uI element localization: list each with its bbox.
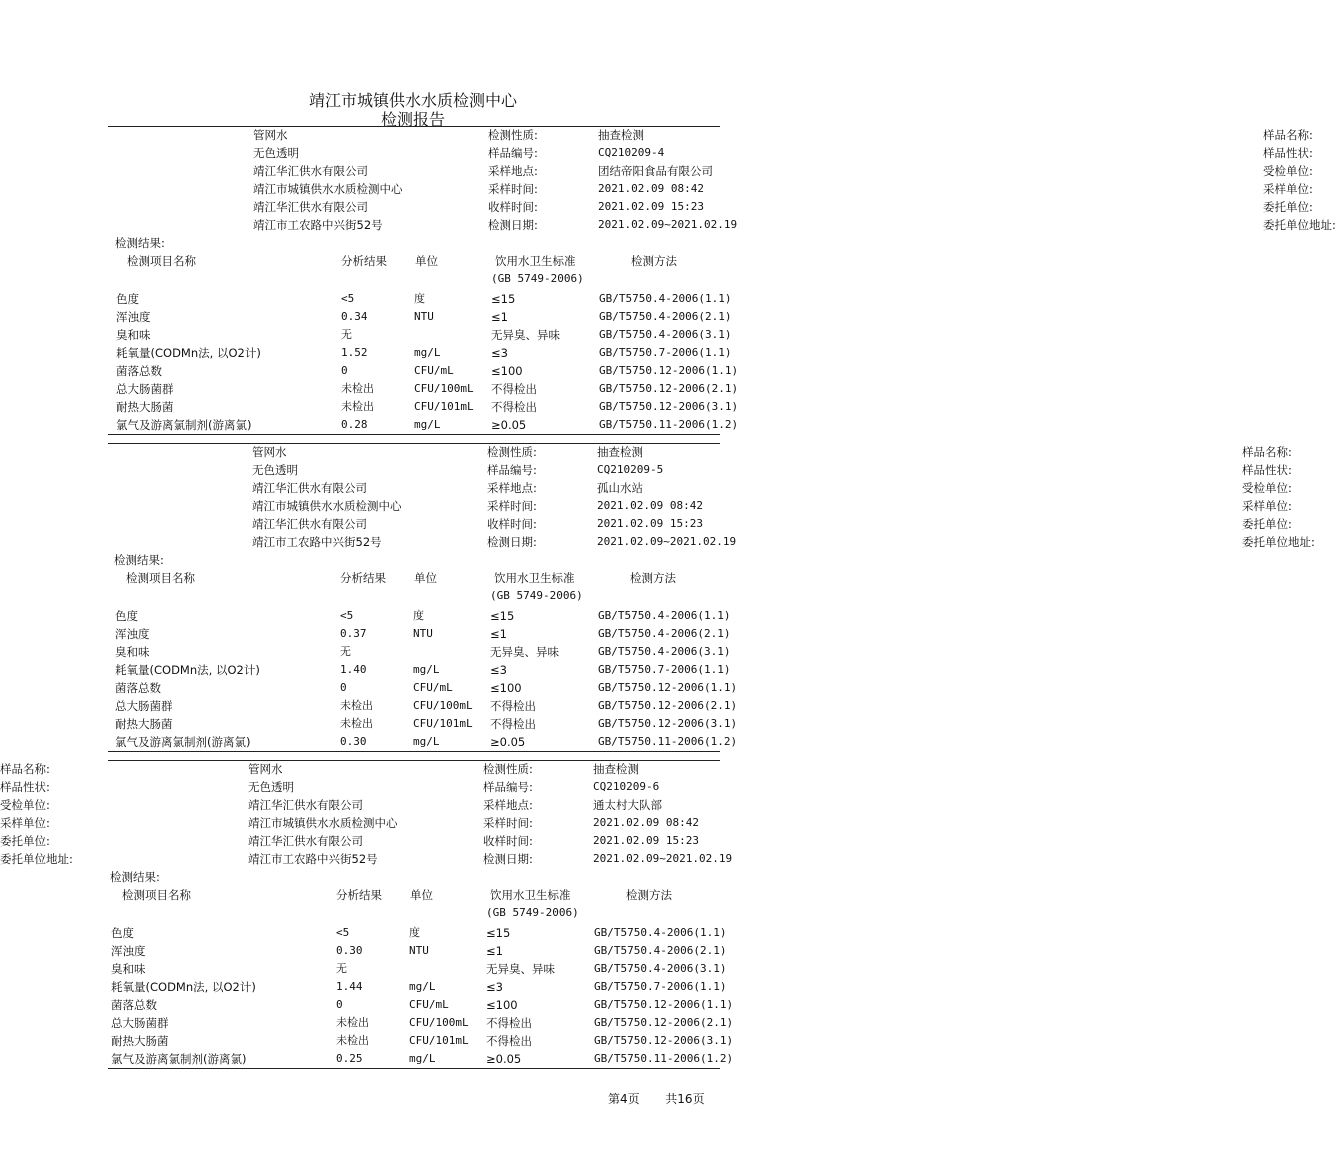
info-value: 2021.02.09~2021.02.19 [593,852,733,865]
row-item: 氯气及游离氯制剂(游离氯) [115,735,251,749]
header-method: 检测方法 [626,888,672,902]
info-value: 2021.02.09 15:23 [598,200,704,213]
row-standard: 不得检出 [491,382,537,396]
report-title: 靖江市城镇供水水质检测中心 [308,91,517,110]
info-value: 2021.02.09 15:23 [597,517,703,530]
header-unit: 单位 [410,888,433,902]
info-value: 靖江市工农路中兴街52号 [253,218,383,232]
row-unit: CFU/100mL [413,699,473,712]
info-label: 受检单位: [0,798,50,812]
row-method: GB/T5750.4-2006(2.1) [598,627,731,640]
row-standard: ≥0.05 [486,1052,522,1066]
row-result: 1.40 [340,663,367,676]
info-value: 靖江市城镇供水水质检测中心 [253,182,403,196]
row-result: 0 [336,998,343,1011]
results-label: 检测结果: [114,553,164,567]
row-item: 耗氧量(CODMn法, 以O2计) [116,346,261,360]
info-label: 样品性状: [0,780,50,794]
header-unit: 单位 [415,254,438,268]
info-value: CQ210209-6 [593,780,660,793]
row-method: GB/T5750.12-2006(1.1) [599,364,739,377]
info-value: 2021.02.09~2021.02.19 [598,218,738,231]
info-value: 管网水 [252,445,287,459]
row-method: GB/T5750.4-2006(2.1) [599,310,732,323]
row-result: 未检出 [340,699,373,712]
report-subtitle: 检测报告 [380,110,445,129]
row-item: 臭和味 [111,962,146,976]
row-unit: NTU [414,310,434,323]
row-result: 0.25 [336,1052,363,1065]
info-label: 采样单位: [0,816,50,830]
row-method: GB/T5750.4-2006(1.1) [598,609,731,622]
row-item: 色度 [115,609,138,623]
info-label: 检测性质: [487,445,537,459]
row-standard: ≤15 [486,926,511,940]
row-result: 0 [341,364,348,377]
row-standard: ≤1 [491,310,508,324]
row-item: 耐热大肠菌 [111,1034,169,1048]
header-standard: 饮用水卫生标准 [490,888,571,902]
info-value: 2021.02.09 15:23 [593,834,699,847]
section-top-rule [108,760,720,761]
info-value: 抽查检测 [598,128,644,142]
row-standard: ≤100 [491,364,523,378]
info-label: 采样地点: [487,481,537,495]
row-method: GB/T5750.4-2006(1.1) [599,292,732,305]
info-value: 靖江华汇供水有限公司 [252,517,367,531]
row-method: GB/T5750.11-2006(1.2) [594,1052,734,1065]
info-label: 委托单位: [0,834,50,848]
row-standard: ≤15 [490,609,515,623]
row-item: 耐热大肠菌 [116,400,174,414]
info-value: 团结帝阳食品有限公司 [598,164,713,178]
row-item: 总大肠菌群 [115,699,173,713]
info-label: 检测性质: [488,128,538,142]
info-value: 靖江华汇供水有限公司 [248,798,363,812]
section-bottom-rule [108,1068,720,1069]
info-label: 收样时间: [483,834,533,848]
row-method: GB/T5750.12-2006(2.1) [599,382,739,395]
row-standard: 无异臭、异味 [486,962,555,976]
info-label: 委托单位: [1242,517,1292,531]
row-item: 色度 [111,926,134,940]
info-value: 管网水 [253,128,288,142]
info-label: 采样单位: [1242,499,1292,513]
row-item: 氯气及游离氯制剂(游离氯) [116,418,252,432]
header-result: 分析结果 [341,254,387,268]
info-value: 抽查检测 [593,762,639,776]
row-result: 0.30 [336,944,363,957]
info-label: 采样地点: [483,798,533,812]
info-value: 靖江市城镇供水水质检测中心 [248,816,398,830]
results-label: 检测结果: [115,236,165,250]
row-item: 耗氧量(CODMn法, 以O2计) [111,980,256,994]
header-standard-ref: (GB 5749-2006) [486,906,579,919]
info-value: 孤山水站 [597,481,643,495]
row-unit: mg/L [409,980,436,993]
info-value: CQ210209-4 [598,146,665,159]
row-unit: mg/L [413,663,440,676]
info-label: 采样单位: [1263,182,1313,196]
info-label: 检测日期: [487,535,537,549]
row-unit: mg/L [413,735,440,748]
row-standard: ≥0.05 [490,735,526,749]
row-unit: CFU/mL [409,998,449,1011]
row-method: GB/T5750.4-2006(3.1) [594,962,727,975]
row-item: 菌落总数 [111,998,157,1012]
row-unit: CFU/mL [414,364,454,377]
row-unit: 度 [409,926,420,939]
results-label: 检测结果: [110,870,160,884]
info-value: 2021.02.09~2021.02.19 [597,535,737,548]
row-standard: 不得检出 [491,400,537,414]
section-bottom-rule [108,751,720,752]
row-method: GB/T5750.12-2006(2.1) [594,1016,734,1029]
row-standard: ≤3 [490,663,507,677]
row-item: 菌落总数 [115,681,161,695]
info-label: 样品名称: [1263,128,1313,142]
header-result: 分析结果 [336,888,382,902]
row-method: GB/T5750.11-2006(1.2) [598,735,738,748]
row-result: <5 [340,609,354,622]
row-unit: CFU/101mL [409,1034,469,1047]
page-number: 第4页 [608,1092,640,1106]
info-label: 检测日期: [488,218,538,232]
header-method: 检测方法 [630,571,676,585]
row-result: <5 [336,926,350,939]
info-label: 委托单位: [1263,200,1313,214]
row-standard: 无异臭、异味 [491,328,560,342]
row-method: GB/T5750.4-2006(3.1) [598,645,731,658]
section-bottom-rule [108,434,720,435]
page-total: 共16页 [665,1092,705,1106]
info-value: CQ210209-5 [597,463,664,476]
info-label: 样品编号: [483,780,533,794]
info-value: 通太村大队部 [593,798,662,812]
info-value: 靖江华汇供水有限公司 [253,200,368,214]
row-unit: 度 [414,292,425,305]
info-label: 采样时间: [487,499,537,513]
info-label: 样品名称: [1242,445,1292,459]
row-result: 无 [341,328,352,341]
info-label: 委托单位地址: [0,852,73,866]
row-result: 未检出 [341,382,374,395]
row-method: GB/T5750.12-2006(3.1) [599,400,739,413]
info-label: 采样时间: [483,816,533,830]
row-result: 0 [340,681,347,694]
info-value: 2021.02.09 08:42 [593,816,699,829]
page-footer [608,1090,705,1107]
info-label: 采样时间: [488,182,538,196]
row-standard: ≤15 [491,292,516,306]
info-label: 采样地点: [488,164,538,178]
row-unit: CFU/100mL [409,1016,469,1029]
row-method: GB/T5750.12-2006(1.1) [594,998,734,1011]
row-item: 臭和味 [115,645,150,659]
info-value: 靖江市城镇供水水质检测中心 [252,499,402,513]
row-item: 浑浊度 [116,310,151,324]
row-unit: NTU [413,627,433,640]
header-standard: 饮用水卫生标准 [494,571,575,585]
row-standard: ≤3 [486,980,503,994]
row-result: 1.52 [341,346,368,359]
row-standard: ≥0.05 [491,418,527,432]
row-result: 无 [340,645,351,658]
row-item: 浑浊度 [115,627,150,641]
row-item: 耗氧量(CODMn法, 以O2计) [115,663,260,677]
info-value: 抽查检测 [597,445,643,459]
row-item: 臭和味 [116,328,151,342]
info-label: 样品性状: [1242,463,1292,477]
row-item: 总大肠菌群 [116,382,174,396]
info-label: 收样时间: [487,517,537,531]
row-result: 0.30 [340,735,367,748]
row-result: 未检出 [336,1034,369,1047]
row-method: GB/T5750.7-2006(1.1) [599,346,732,359]
row-method: GB/T5750.12-2006(3.1) [598,717,738,730]
section-top-rule [108,126,720,127]
info-label: 样品编号: [488,146,538,160]
row-result: 0.37 [340,627,367,640]
info-value: 管网水 [248,762,283,776]
row-unit: CFU/101mL [414,400,474,413]
info-value: 2021.02.09 08:42 [598,182,704,195]
row-standard: 不得检出 [490,717,536,731]
row-result: 未检出 [341,400,374,413]
row-standard: ≤1 [486,944,503,958]
row-unit: CFU/101mL [413,717,473,730]
info-value: 靖江华汇供水有限公司 [253,164,368,178]
header-standard-ref: (GB 5749-2006) [491,272,584,285]
row-method: GB/T5750.11-2006(1.2) [599,418,739,431]
row-unit: mg/L [409,1052,436,1065]
row-item: 浑浊度 [111,944,146,958]
row-result: 无 [336,962,347,975]
header-item: 检测项目名称 [127,254,196,268]
info-label: 收样时间: [488,200,538,214]
header-item: 检测项目名称 [126,571,195,585]
info-value: 靖江华汇供水有限公司 [248,834,363,848]
row-method: GB/T5750.4-2006(2.1) [594,944,727,957]
row-unit: mg/L [414,418,441,431]
section-top-rule [108,443,720,444]
row-result: 未检出 [340,717,373,730]
header-standard: 饮用水卫生标准 [495,254,576,268]
row-standard: ≤3 [491,346,508,360]
info-value: 靖江市工农路中兴街52号 [252,535,382,549]
row-item: 菌落总数 [116,364,162,378]
row-method: GB/T5750.4-2006(3.1) [599,328,732,341]
row-standard: 不得检出 [486,1016,532,1030]
info-label: 受检单位: [1263,164,1313,178]
row-result: <5 [341,292,355,305]
info-label: 委托单位地址: [1263,218,1336,232]
row-standard: ≤100 [490,681,522,695]
row-result: 0.34 [341,310,368,323]
row-item: 耐热大肠菌 [115,717,173,731]
header-result: 分析结果 [340,571,386,585]
row-standard: ≤1 [490,627,507,641]
row-method: GB/T5750.12-2006(2.1) [598,699,738,712]
header-method: 检测方法 [631,254,677,268]
row-method: GB/T5750.12-2006(3.1) [594,1034,734,1047]
row-method: GB/T5750.7-2006(1.1) [598,663,731,676]
info-label: 委托单位地址: [1242,535,1315,549]
info-value: 无色透明 [248,780,294,794]
row-standard: 无异臭、异味 [490,645,559,659]
row-standard: 不得检出 [490,699,536,713]
row-result: 1.44 [336,980,363,993]
info-value: 靖江华汇供水有限公司 [252,481,367,495]
header-unit: 单位 [414,571,437,585]
info-label: 样品名称: [0,762,50,776]
row-item: 总大肠菌群 [111,1016,169,1030]
row-unit: mg/L [414,346,441,359]
info-label: 受检单位: [1242,481,1292,495]
row-method: GB/T5750.7-2006(1.1) [594,980,727,993]
info-label: 样品编号: [487,463,537,477]
row-unit: CFU/100mL [414,382,474,395]
header-item: 检测项目名称 [122,888,191,902]
row-standard: 不得检出 [486,1034,532,1048]
row-unit: NTU [409,944,429,957]
row-method: GB/T5750.4-2006(1.1) [594,926,727,939]
row-unit: CFU/mL [413,681,453,694]
info-value: 无色透明 [252,463,298,477]
info-label: 样品性状: [1263,146,1313,160]
row-item: 氯气及游离氯制剂(游离氯) [111,1052,247,1066]
info-value: 2021.02.09 08:42 [597,499,703,512]
row-method: GB/T5750.12-2006(1.1) [598,681,738,694]
row-result: 0.28 [341,418,368,431]
info-value: 无色透明 [253,146,299,160]
row-standard: ≤100 [486,998,518,1012]
header-standard-ref: (GB 5749-2006) [490,589,583,602]
row-item: 色度 [116,292,139,306]
row-unit: 度 [413,609,424,622]
info-label: 检测性质: [483,762,533,776]
info-label: 检测日期: [483,852,533,866]
info-value: 靖江市工农路中兴街52号 [248,852,378,866]
row-result: 未检出 [336,1016,369,1029]
